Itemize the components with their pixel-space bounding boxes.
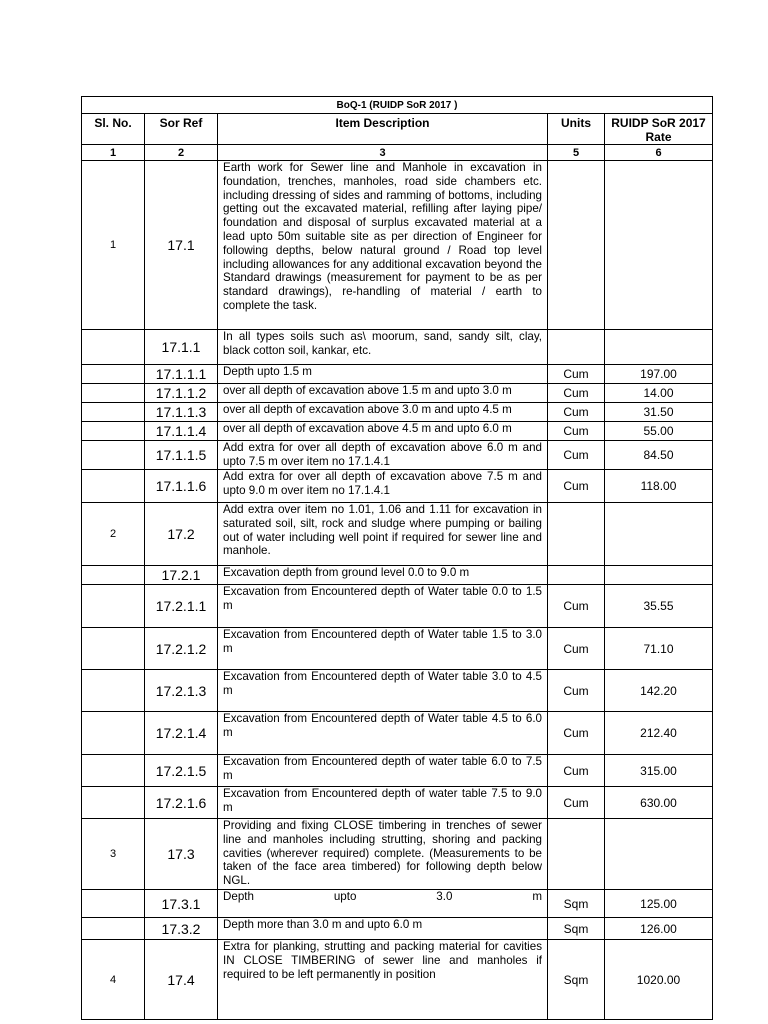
description-cell: Depth upto 3.0 m [218, 890, 548, 918]
table-row [82, 628, 713, 670]
unit-cell: Cum [548, 441, 605, 470]
rate-cell [605, 566, 713, 585]
sl-no-cell [82, 384, 145, 403]
rate-cell [605, 161, 713, 330]
unit-cell: Cum [548, 755, 605, 787]
sl-no-cell: 1 [82, 161, 145, 330]
unit-cell: Cum [548, 470, 605, 503]
sor-ref-cell: 17.2.1.1 [145, 585, 218, 628]
rate-cell: 142.20 [605, 670, 713, 712]
description-cell: over all depth of excavation above 1.5 m and upto 3.0 m [218, 384, 548, 403]
header-sor-ref: Sor Ref [145, 114, 218, 145]
description-cell: Depth upto 1.5 m [218, 365, 548, 384]
unit-cell: Cum [548, 670, 605, 712]
sor-ref-cell: 17.1.1.5 [145, 441, 218, 470]
table-row [82, 161, 713, 330]
description-cell: Excavation from Encountered depth of water table 6.0 to 7.5 m [218, 755, 548, 787]
sl-no-cell [82, 628, 145, 670]
table-row [82, 403, 713, 422]
column-number: 6 [605, 145, 713, 161]
sor-ref-cell: 17.3 [145, 819, 218, 890]
rate-cell: 55.00 [605, 422, 713, 441]
table-row [82, 712, 713, 755]
description-cell: In all types soils such as\ moorum, sand, sandy silt, clay, black cotton soil, kankar, etc. [218, 330, 548, 365]
unit-cell [548, 330, 605, 365]
table-row [82, 566, 713, 585]
rate-cell: 31.50 [605, 403, 713, 422]
description-cell: Excavation from Encountered depth of Water table 0.0 to 1.5 m [218, 585, 548, 628]
header-row [82, 114, 713, 145]
rate-cell: 14.00 [605, 384, 713, 403]
sl-no-cell [82, 918, 145, 940]
sor-ref-cell: 17.1 [145, 161, 218, 330]
unit-cell [548, 566, 605, 585]
sl-no-cell [82, 470, 145, 503]
rate-cell: 71.10 [605, 628, 713, 670]
description-cell: Excavation depth from ground level 0.0 to 9.0 m [218, 566, 548, 585]
sl-no-cell [82, 755, 145, 787]
table-row [82, 755, 713, 787]
sor-ref-cell: 17.1.1.6 [145, 470, 218, 503]
unit-cell: Cum [548, 422, 605, 441]
table-row [82, 918, 713, 940]
table-row [82, 503, 713, 566]
sl-no-cell [82, 330, 145, 365]
sor-ref-cell: 17.2.1.6 [145, 787, 218, 819]
description-cell: Depth more than 3.0 m and upto 6.0 m [218, 918, 548, 940]
description-cell: Earth work for Sewer line and Manhole in excavation in foundation, trenches, manholes, road side chambers etc. including dressing of sides and ramming of bottoms, including getting out the excavated material, refilling after laying pipe/ foundation and disposal of surplus excavated material at a lead upto 50m suitable site as per direction of Engineer for following depths, below natural ground / Road top level including allowances for any additional excavation beyond the Standard drawings (measurement for payment to be as per standard drawings), re-handling of material / earth to complete the task. [218, 161, 548, 330]
description-cell: Providing and fixing CLOSE timbering in trenches of sewer line and manholes including strutting, shoring and packing cavities (wherever required) complete. (Measurements to be taken of the face area timbered) for following depth below NGL. [218, 819, 548, 890]
sor-ref-cell: 17.3.1 [145, 890, 218, 918]
description-cell: over all depth of excavation above 4.5 m and upto 6.0 m [218, 422, 548, 441]
unit-cell [548, 819, 605, 890]
rate-cell: 35.55 [605, 585, 713, 628]
description-cell: Add extra for over all depth of excavation above 6.0 m and upto 7.5 m over item no 17.1.4.1 [218, 441, 548, 470]
unit-cell: Cum [548, 403, 605, 422]
rate-cell: 315.00 [605, 755, 713, 787]
sl-no-cell [82, 422, 145, 441]
sor-ref-cell: 17.2.1.2 [145, 628, 218, 670]
rate-cell: 1020.00 [605, 940, 713, 1020]
rate-cell [605, 330, 713, 365]
header-item-description: Item Description [218, 114, 548, 145]
unit-cell: Cum [548, 384, 605, 403]
rate-cell [605, 503, 713, 566]
description-cell: Add extra over item no 1.01, 1.06 and 1.11 for excavation in saturated soil, silt, rock and sludge where pumping or bailing out of water including well point if required for sewer line and manhole. [218, 503, 548, 566]
sl-no-cell [82, 787, 145, 819]
header-sl-no: Sl. No. [82, 114, 145, 145]
sl-no-cell: 3 [82, 819, 145, 890]
table-row [82, 890, 713, 918]
table-title: BoQ-1 (RUIDP SoR 2017 ) [82, 97, 713, 114]
header-rate: RUIDP SoR 2017 Rate [605, 114, 713, 145]
sl-no-cell: 4 [82, 940, 145, 1020]
table-row [82, 940, 713, 1020]
table-row [82, 470, 713, 503]
table-row [82, 670, 713, 712]
sor-ref-cell: 17.2.1.3 [145, 670, 218, 712]
table-row [82, 585, 713, 628]
column-number: 3 [218, 145, 548, 161]
table-row [82, 441, 713, 470]
rate-cell: 126.00 [605, 918, 713, 940]
column-number: 1 [82, 145, 145, 161]
description-cell: Extra for planking, strutting and packing material for cavities IN CLOSE TIMBERING of sewer line and manholes if required to be left permanently in position [218, 940, 548, 1020]
sor-ref-cell: 17.1.1 [145, 330, 218, 365]
rate-cell: 118.00 [605, 470, 713, 503]
unit-cell: Sqm [548, 890, 605, 918]
column-number: 5 [548, 145, 605, 161]
sl-no-cell [82, 585, 145, 628]
sor-ref-cell: 17.2.1.5 [145, 755, 218, 787]
boq-table [81, 96, 713, 1020]
table-row [82, 787, 713, 819]
unit-cell [548, 503, 605, 566]
table-row [82, 365, 713, 384]
sor-ref-cell: 17.1.1.1 [145, 365, 218, 384]
unit-cell: Sqm [548, 940, 605, 1020]
sl-no-cell [82, 365, 145, 384]
rate-cell: 212.40 [605, 712, 713, 755]
rate-cell [605, 819, 713, 890]
description-cell: Excavation from Encountered depth of Water table 3.0 to 4.5 m [218, 670, 548, 712]
rate-cell: 197.00 [605, 365, 713, 384]
unit-cell: Cum [548, 712, 605, 755]
table-row [82, 422, 713, 441]
description-cell: Excavation from Encountered depth of Water table 4.5 to 6.0 m [218, 712, 548, 755]
description-cell: Excavation from Encountered depth of Water table 1.5 to 3.0 m [218, 628, 548, 670]
description-cell: over all depth of excavation above 3.0 m and upto 4.5 m [218, 403, 548, 422]
sor-ref-cell: 17.2.1.4 [145, 712, 218, 755]
sor-ref-cell: 17.3.2 [145, 918, 218, 940]
unit-cell: Cum [548, 585, 605, 628]
sor-ref-cell: 17.2 [145, 503, 218, 566]
sor-ref-cell: 17.4 [145, 940, 218, 1020]
sor-ref-cell: 17.2.1 [145, 566, 218, 585]
table-title-row [82, 97, 713, 114]
unit-cell: Cum [548, 628, 605, 670]
sl-no-cell: 2 [82, 503, 145, 566]
sl-no-cell [82, 670, 145, 712]
table-row [82, 819, 713, 890]
sl-no-cell [82, 403, 145, 422]
sl-no-cell [82, 712, 145, 755]
unit-cell: Cum [548, 787, 605, 819]
unit-cell: Sqm [548, 918, 605, 940]
header-units: Units [548, 114, 605, 145]
unit-cell [548, 161, 605, 330]
column-number: 2 [145, 145, 218, 161]
sl-no-cell [82, 890, 145, 918]
description-cell: Add extra for over all depth of excavation above 7.5 m and upto 9.0 m over item no 17.1.4.1 [218, 470, 548, 503]
sl-no-cell [82, 441, 145, 470]
sor-ref-cell: 17.1.1.3 [145, 403, 218, 422]
rate-cell: 630.00 [605, 787, 713, 819]
sor-ref-cell: 17.1.1.2 [145, 384, 218, 403]
rate-cell: 125.00 [605, 890, 713, 918]
sor-ref-cell: 17.1.1.4 [145, 422, 218, 441]
unit-cell: Cum [548, 365, 605, 384]
rate-cell: 84.50 [605, 441, 713, 470]
description-cell: Excavation from Encountered depth of water table 7.5 to 9.0 m [218, 787, 548, 819]
table-row [82, 330, 713, 365]
sl-no-cell [82, 566, 145, 585]
table-body [82, 161, 713, 1020]
table-row [82, 384, 713, 403]
column-number-row [82, 145, 713, 161]
